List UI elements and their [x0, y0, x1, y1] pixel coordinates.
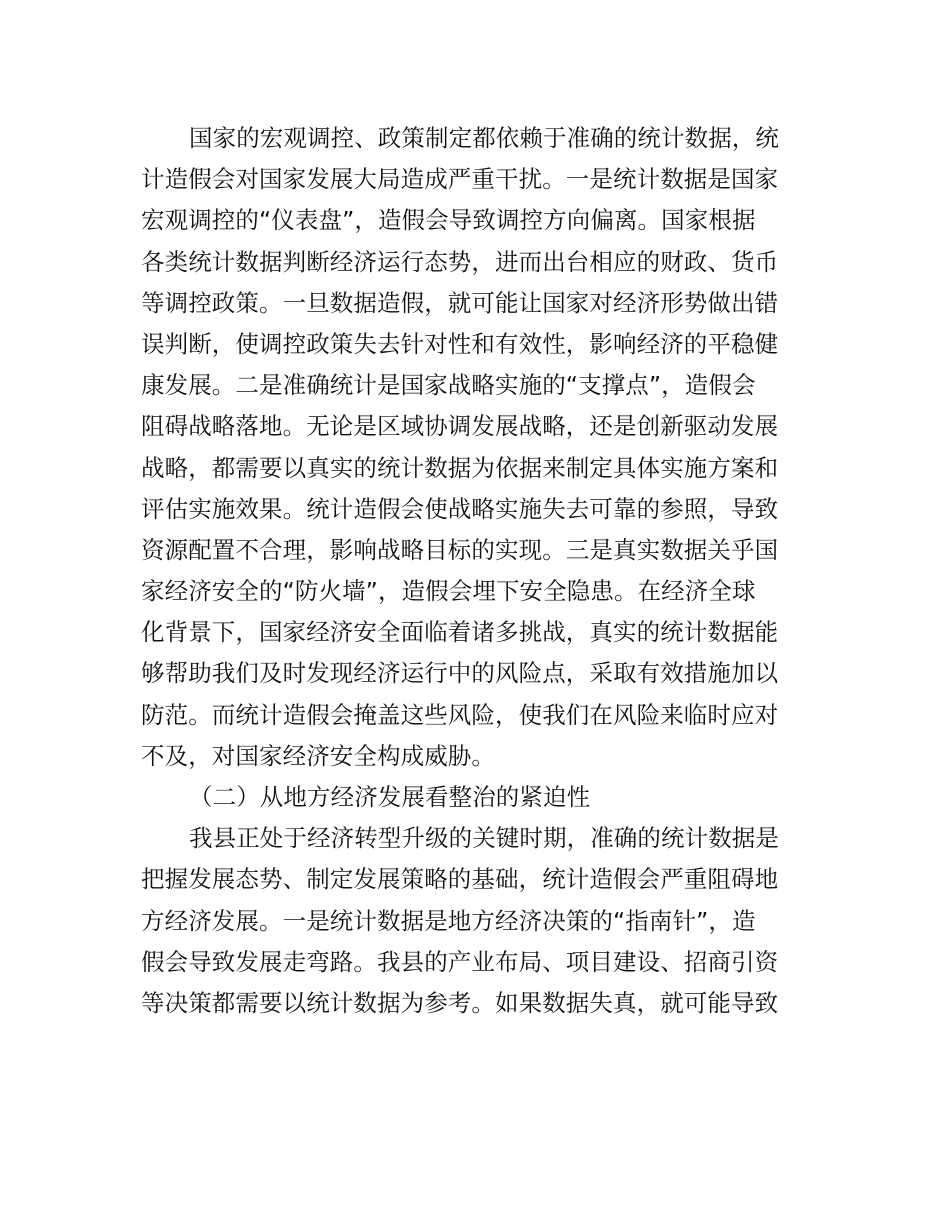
paragraph-line: 国家的宏观调控、政策制定都依赖于准确的统计数据，统: [189, 124, 779, 152]
paragraph-line: 等调控政策。一旦数据造假，就可能让国家对经济形势做出错: [141, 288, 779, 317]
paragraph-line: 各类统计数据判断经济运行态势，进而出台相应的财政、货币: [141, 247, 779, 276]
paragraph-line: 不及，对国家经济安全构成威胁。: [141, 741, 495, 770]
paragraph-line: 计造假会对国家发展大局造成严重干扰。一是统计数据是国家: [141, 165, 779, 194]
paragraph-line: 化背景下，国家经济安全面临着诸多挑战，真实的统计数据能: [141, 618, 779, 647]
paragraph-line: 方经济发展。一是统计数据是地方经济决策的“指南针”，造: [141, 906, 756, 935]
paragraph-line: 防范。而统计造假会掩盖这些风险，使我们在风险来临时应对: [141, 700, 779, 729]
paragraph-line: 家经济安全的“防火墙”，造假会埋下安全隐患。在经济全球: [141, 577, 756, 606]
section-heading: （二）从地方经济发展看整治的紧迫性: [189, 783, 591, 811]
paragraph-line: 评估实施效果。统计造假会使战略实施失去可靠的参照，导致: [141, 494, 779, 523]
paragraph-local-economy: [141, 818, 811, 1024]
paragraph-line: 阻碍战略落地。无论是区域协调发展战略，还是创新驱动发展: [141, 412, 779, 441]
document-body: [141, 118, 811, 1024]
paragraph-line: 资源配置不合理，影响战略目标的实现。三是真实数据关乎国: [141, 535, 779, 564]
paragraph-line: 战略，都需要以真实的统计数据为依据来制定具体实施方案和: [141, 453, 779, 482]
paragraph-line: 误判断，使调控政策失去针对性和有效性，影响经济的平稳健: [141, 329, 779, 358]
paragraph-line: 够帮助我们及时发现经济运行中的风险点，采取有效措施加以: [141, 659, 779, 688]
paragraph-national-macro-control: [141, 118, 811, 777]
paragraph-line: 我县正处于经济转型升级的关键时期，准确的统计数据是: [189, 824, 779, 853]
paragraph-line: 康发展。二是准确统计是国家战略实施的“支撑点”，造假会: [141, 371, 756, 400]
paragraph-line: 宏观调控的“仪表盘”，造假会导致调控方向偏离。国家根据: [141, 206, 756, 235]
paragraph-line: 等决策都需要以统计数据为参考。如果数据失真，就可能导致: [141, 988, 779, 1017]
paragraph-line: 把握发展态势、制定发展策略的基础，统计造假会严重阻碍地: [141, 865, 779, 894]
paragraph-line: 假会导致发展走弯路。我县的产业布局、项目建设、招商引资: [141, 947, 779, 976]
